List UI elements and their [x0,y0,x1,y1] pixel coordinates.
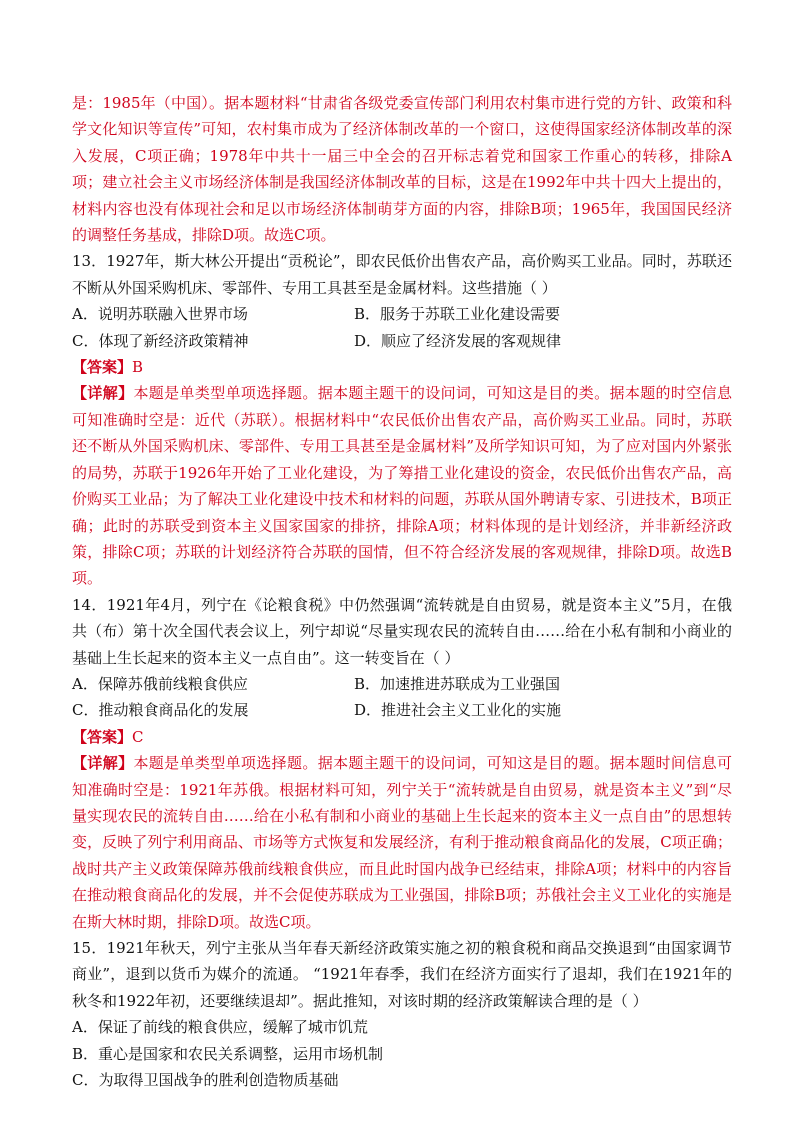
option-a: A．说明苏联融入世界市场 [72,305,248,324]
question-stem: 15．1921年秋天，列宁主张从当年春天新经济政策实施之初的粮食税和商品交换退到“由国家调节商业”，退到以货币为媒介的流通。 “1921年春季，我们在经济方面实行了退却，我们在1921年的秋冬和1922年初，还要继续退却”。据此推知，对该时期的经济政策解读合理的是（ ） [72,939,732,1010]
explanation-tag: 【详解】 [72,384,134,403]
options-list [72,671,732,724]
option-c: C．为取得卫国战争的胜利创造物质基础 [72,1071,339,1090]
options-list [72,1014,732,1093]
answer-value: C [132,727,144,746]
explanation [72,380,732,591]
question-13 [72,248,732,591]
explanation [72,750,732,935]
option-c: C．体现了新经济政策精神 [72,331,249,350]
option-b: B．加速推进苏联成为工业强国 [354,674,561,693]
previous-question-explanation: 是：1985年（中国）。据本题材料“甘肃省各级党委宣传部门利用农村集市进行党的方针、政策和科学文化知识等宣传”可知，农村集市成为了经济体制改革的一个窗口，这使得国家经济体制改革的深入发展，C项正确；1978年中共十一届三中全会的召开标志着党和国家工作重心的转移，排除A项；建立社会主义市场经济体制是我国经济体制改革的目标，这是在1992年中共十四大上提出的，材料内容也没有体现社会和足以市场经济体制萌芽方面的内容，排除B项；1965年，我国国民经济的调整任务基成，排除D项。故选C项。 [72,94,732,245]
option-a: A．保障苏俄前线粮食供应 [72,674,248,693]
explanation-tag: 【详解】 [72,754,134,773]
question-stem: 13．1927年，斯大林公开提出“贡税论”，即农民低价出售农产品，高价购买工业品。同时，苏联还不断从外国采购机床、零部件、专用工具甚至是金属材料。这些措施（ ） [72,252,732,297]
question-15 [72,935,732,1093]
explanation-text: 本题是单类型单项选择题。据本题主题干的设问词，可知这是目的类。据本题的时空信息可知准确时空是：近代（苏联）。根据材料中“农民低价出售农产品，高价购买工业品。同时，苏联还不断从外国采购机床、零部件、专用工具甚至是金属材料”及所学知识可知，为了应对国内外紧张的局势，苏联于1926年开始了工业化建设，为了筹措工业化建设的资金，农民低价出售农产品，高价购买工业品；为了解决工业化建设中技术和材料的问题，苏联从国外聘请专家、引进技术，B项正确；此时的苏联受到资本主义国家国家的排挤，排除A项；材料体现的是计划经济，并非新经济政策，排除C项；苏联的计划经济符合苏联的国情，但不符合经济发展的客观规律，排除D项。故选B项。 [72,384,732,588]
answer-line [72,354,732,380]
options-list [72,301,732,354]
explanation-text: 本题是单类型单项选择题。据本题主题干的设问词，可知这是目的题。据本题时间信息可知准确时空是：1921年苏俄。根据材料可知，列宁关于“流转就是自由贸易，就是资本主义”到“尽量实现农民的流转自由……给在小私有制和小商业的基础上生长起来的资本主义一点自由”的思想转变，反映了列宁利用商品、市场等方式恢复和发展经济，有利于推动粮食商品化的发展，C项正确；战时共产主义政策保障苏俄前线粮食供应，而且此时国内战争已经结束，排除A项；材料中的内容旨在推动粮食商品化的发展，并不会促使苏联成为工业强国，排除B项；苏俄社会主义工业化的实施是在斯大林时期，排除D项。故选C项。 [72,754,732,931]
question-14 [72,592,732,935]
question-stem: 14．1921年4月，列宁在《论粮食税》中仍然强调“流转就是自由贸易，就是资本主义”5月，在俄共（布）第十次全国代表会议上，列宁却说“尽量实现农民的流转自由……给在小私有制和小商业的基础上生长起来的资本主义一点自由”。这一转变旨在（ ） [72,595,732,667]
document-page [72,90,732,1093]
option-d: D．推进社会主义工业化的实施 [354,701,562,720]
option-d: D．顺应了经济发展的客观规律 [354,331,562,350]
answer-line [72,724,732,750]
option-a: A．保证了前线的粮食供应，缓解了城市饥荒 [72,1018,368,1037]
answer-tag: 【答案】 [72,727,133,746]
option-c: C．推动粮食商品化的发展 [72,701,249,720]
option-b: B．重心是国家和农民关系调整，运用市场机制 [72,1044,384,1063]
answer-tag: 【答案】 [72,358,133,377]
option-b: B．服务于苏联工业化建设需要 [354,305,561,324]
answer-value: B [132,358,144,377]
